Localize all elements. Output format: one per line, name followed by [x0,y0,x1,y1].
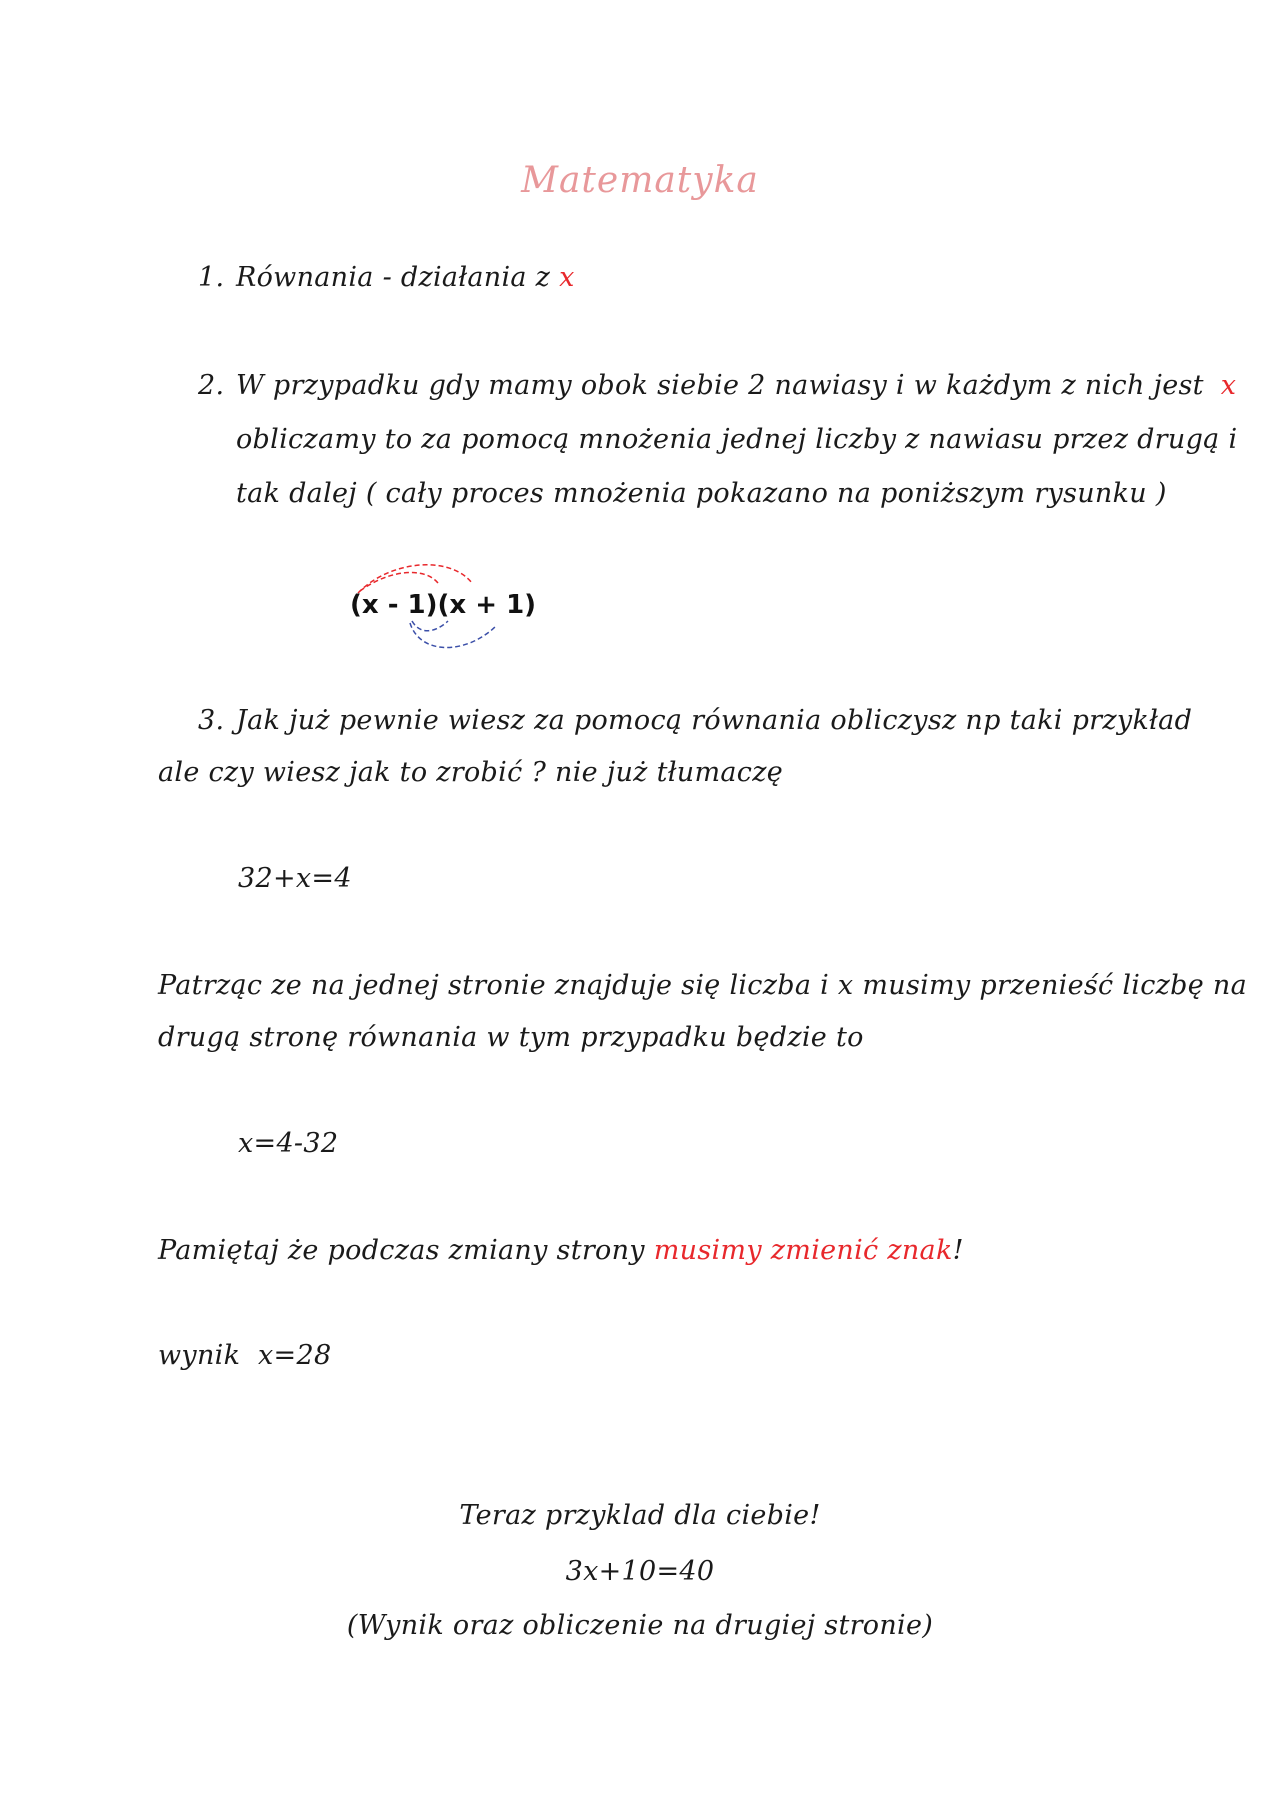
result-text: wynik x=28 [158,1340,332,1371]
reminder-text: Pamiętaj że podczas zmiany strony [158,1235,654,1266]
equation-example: 32+x=4 [238,863,352,894]
list-item-1 [198,262,575,293]
list-item-2-text-3: tak dalej ( cały proces mnożenia pokazano na poniższym rysunku ) [236,478,1167,509]
equation-rearranged: x=4-32 [238,1128,339,1159]
list-item-2-number: 2. [198,370,225,401]
arc-red-outer [358,565,472,593]
reminder-exclamation: ! [952,1235,964,1266]
explanation-text-2: drugą stronę równania w tym przypadku będzie to [158,1022,864,1053]
exercise-prompt: Teraz przyklad dla ciebie! [459,1500,821,1531]
binomial-formula: (x - 1)(x + 1) [350,590,537,620]
explanation-text-1: Patrząc ze na jednej stronie znajduje się liczba i x musimy przenieść liczbę na [158,970,1247,1001]
list-item-3-line-1 [198,705,1192,736]
arc-blue-outer [410,623,495,648]
page-title: Matematyka [521,160,759,201]
list-item-1-text: Równania - działania z [236,262,551,293]
list-item-1-number: 1. [198,262,225,293]
exercise-equation: 3x+10=40 [565,1556,715,1587]
variable-x-marker: x [559,262,575,293]
reminder-note [158,1235,964,1266]
reminder-highlight: musimy zmienić znak [653,1235,953,1266]
list-item-3-text-1: Jak już pewnie wiesz za pomocą równania obliczysz np taki przykład [236,705,1193,736]
list-item-2-text-2: obliczamy to za pomocą mnożenia jednej liczby z nawiasu przez drugą i [236,424,1238,455]
variable-x-marker: x [1220,370,1237,401]
list-item-2-text-1: W przypadku gdy mamy obok siebie 2 nawiasy i w każdym z nich jest [236,370,1204,401]
exercise-note: (Wynik oraz obliczenie na drugiej stronie) [346,1610,934,1641]
list-item-2-line-1 [198,370,1236,401]
list-item-3-text-2: ale czy wiesz jak to zrobić ? nie już tłumaczę [158,757,784,788]
arc-blue-inner [412,621,448,631]
list-item-3-number: 3. [198,705,225,736]
